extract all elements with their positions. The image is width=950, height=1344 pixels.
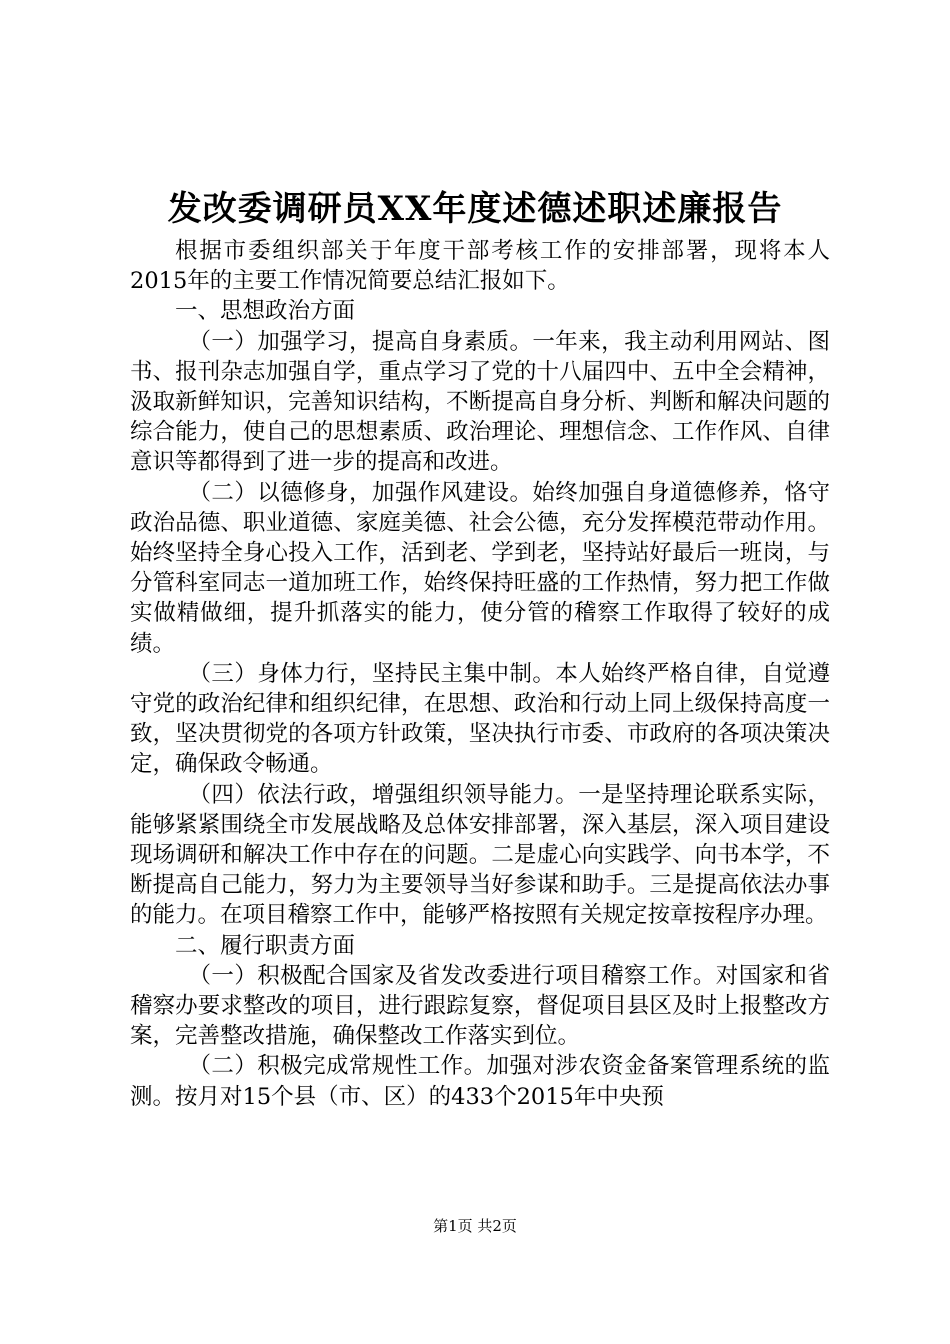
paragraph-1-3: （三）身体力行，坚持民主集中制。本人始终严格自律，自觉遵守党的政治纪律和组织纪律，在思想、政治和行动上同上级保持高度一致，坚决贯彻党的各项方针政策，坚决执行市委、市政府的各项决策决定，确保政令畅通。 [130, 660, 830, 778]
document-body [130, 236, 830, 1112]
document-title: 发改委调研员XX年度述德述职述廉报告 [167, 189, 783, 229]
paragraph-2-1: （一）积极配合国家及省发改委进行项目稽察工作。对国家和省稽察办要求整改的项目，进行跟踪复察，督促项目县区及时上报整改方案，完善整改措施，确保整改工作落实到位。 [130, 962, 830, 1050]
paragraph-intro: 根据市委组织部关于年度干部考核工作的安排部署，现将本人2015年的主要工作情况简要总结汇报如下。 [130, 238, 830, 295]
section-heading-1: 一、思想政治方面 [175, 298, 356, 325]
paragraph-1-2: （二）以德修身，加强作风建设。始终加强自身道德修养，恪守政治品德、职业道德、家庭美德、社会公德，充分发挥模范带动作用。始终坚持全身心投入工作，活到老、学到老，坚持站好最后一班岗，与分管科室同志一道加班工作，始终保持旺盛的工作热情，努力把工作做实做精做细，提升抓落实的能力，使分管的稽察工作取得了较好的成绩。 [130, 479, 830, 657]
page-footer: 第1页 共2页 [433, 1217, 517, 1235]
paragraph-1-4: （四）依法行政，增强组织领导能力。一是坚持理论联系实际，能够紧紧围绕全市发展战略及总体安排部署，深入基层，深入项目建设现场调研和解决工作中存在的问题。二是虚心向实践学、向书本学，不断提高自己能力，努力为主要领导当好参谋和助手。三是提高依法办事的能力。在项目稽察工作中，能够严格按照有关规定按章按程序办理。 [130, 781, 830, 929]
paragraph-2-2: （二）积极完成常规性工作。加强对涉农资金备案管理系统的监测。按月对15个县（市、区）的433个2015年中央预 [130, 1053, 830, 1110]
section-heading-2: 二、履行职责方面 [175, 932, 356, 959]
paragraph-1-1: （一）加强学习，提高自身素质。一年来，我主动利用网站、图书、报刊杂志加强自学，重点学习了党的十八届四中、五中全会精神，汲取新鲜知识，完善知识结构，不断提高自身分析、判断和解决问题的综合能力，使自己的思想素质、政治理论、理想信念、工作作风、自律意识等都得到了进一步的提高和改进。 [130, 328, 830, 476]
